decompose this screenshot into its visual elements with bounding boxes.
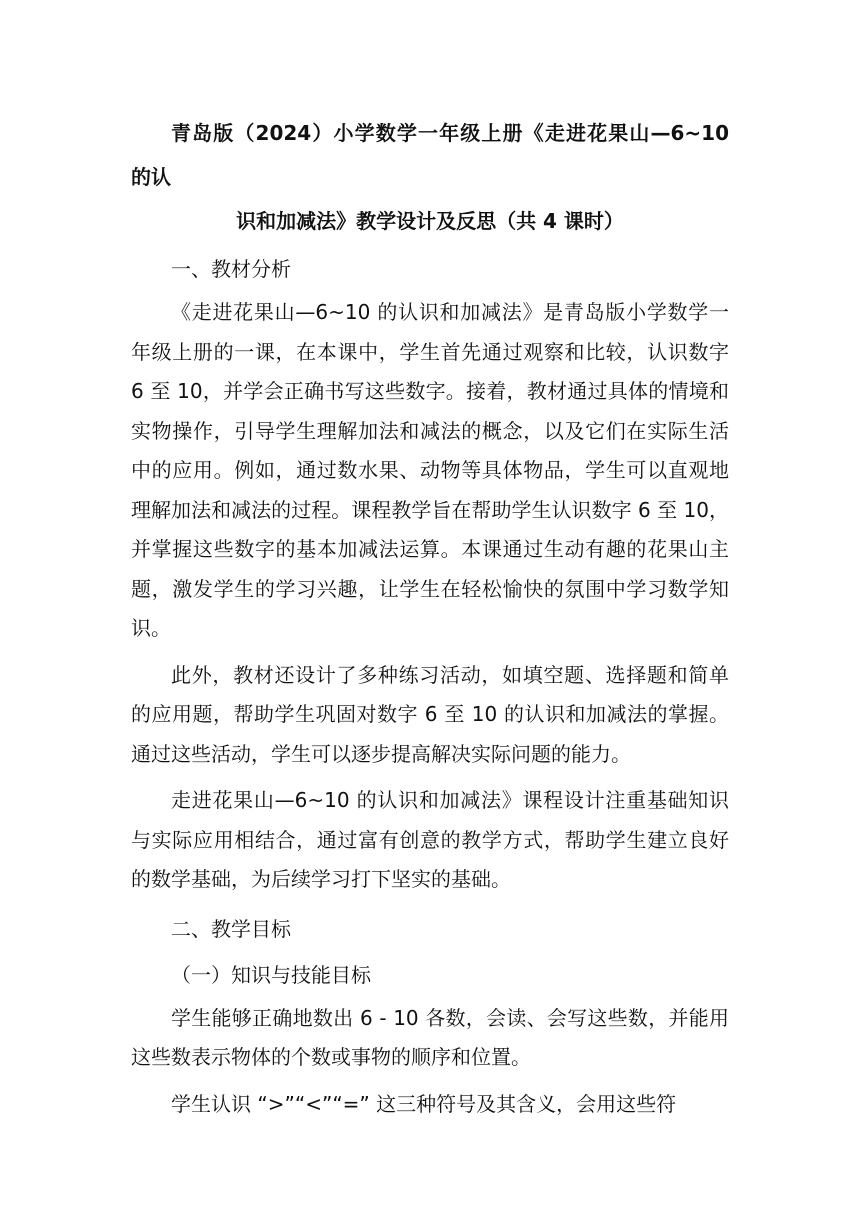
paragraph-3: 走进花果山—6~10 的认识和加减法》课程设计注重基础知识与实际应用相结合，通过富有创意的教学方式，帮助学生建立良好的数学基础，为后续学习打下坚实的基础。 — [131, 788, 729, 891]
title-line-2: 识和加减法》教学设计及反思（共 4 课时） — [236, 209, 624, 233]
subsection-heading-knowledge-skills: （一）知识与技能目标 — [171, 962, 371, 987]
section-heading-teaching-goals: 二、教学目标 — [171, 916, 291, 941]
title-line-1: 青岛版（2024）小学数学一年级上册《走进花果山—6~10 的认 — [131, 121, 729, 189]
document-title — [131, 111, 729, 243]
paragraph-4: 学生能够正确地数出 6 - 10 各数，会读、会写这些数，并能用这些数表示物体的个数或事物的顺序和位置。 — [131, 1005, 729, 1069]
paragraph-2: 此外，教材还设计了多种练习活动，如填空题、选择题和简单的应用题，帮助学生巩固对数字 6 至 10 的认识和加减法的掌握。通过这些活动，学生可以逐步提高解决实际问题的能力。 — [131, 662, 729, 766]
paragraph-5: 学生认识 “>”“<”“=” 这三种符号及其含义，会用这些符 — [171, 1091, 677, 1116]
document-body — [131, 111, 729, 1131]
section-heading-textbook-analysis: 一、教材分析 — [171, 257, 291, 281]
paragraph-1: 《走进花果山—6~10 的认识和加减法》是青岛版小学数学一年级上册的一课，在本课中，学生首先通过观察和比较，认识数字 6 至 10，并学会正确书写这些数字。接着，教材通过具体的情境和实物操作，引导学生理解加法和减法的概念，以及它们在实际生活中的应用。例如，通过数水果、动物等具体物品，学生可以直观地理解加法和减法的过程。课程教学旨在帮助学生认识数字 6 至 10，并掌握这些数字的基本加减法运算。本课通过生动有趣的花果山主题，激发学生的学习兴趣，让学生在轻松愉快的氛围中学习数学知识。 — [131, 300, 729, 640]
